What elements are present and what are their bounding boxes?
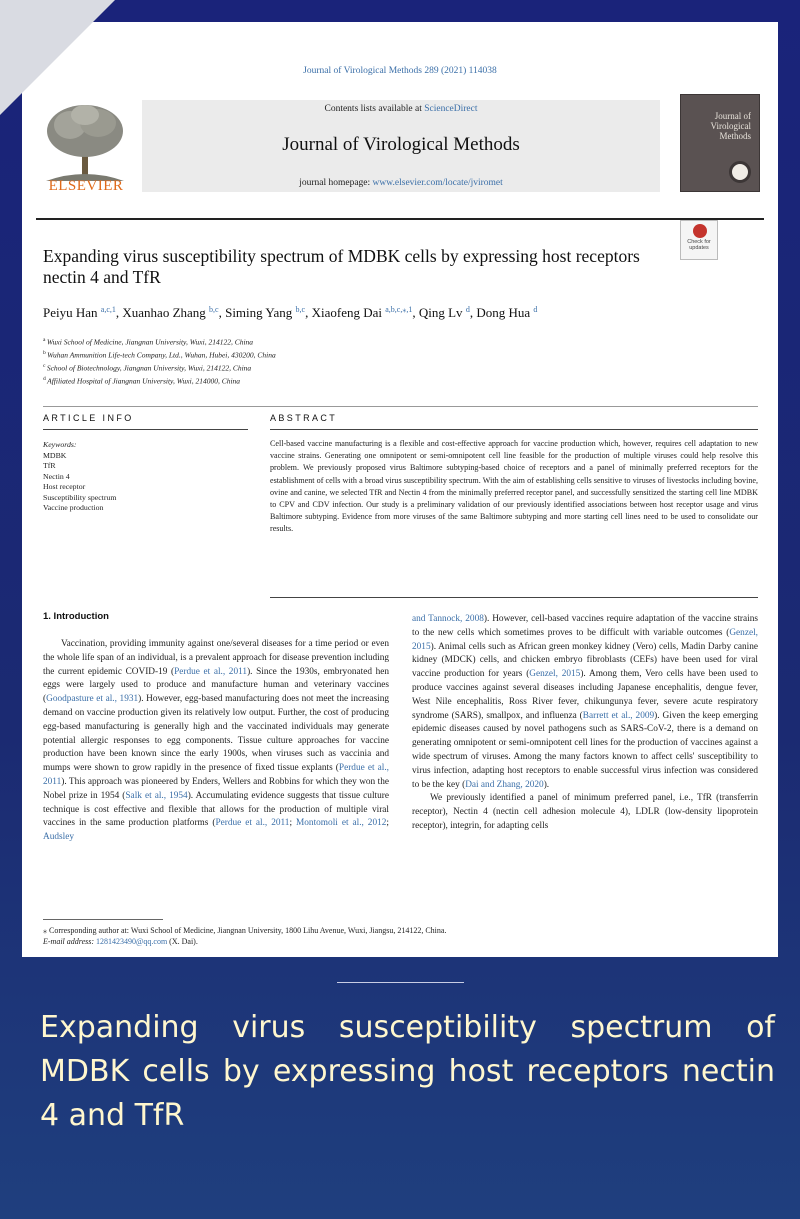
citation-link[interactable]: Barrett et al., 2009 (582, 710, 655, 721)
citation-link[interactable]: Genzel, 2015 (412, 627, 758, 652)
affiliation-mark: a (43, 337, 47, 343)
keywords-list (43, 451, 243, 514)
email-line (43, 936, 743, 947)
header-divider (36, 218, 764, 220)
keyword-item: Vaccine production (43, 503, 104, 512)
footnote-rule (43, 919, 163, 920)
citation-link[interactable]: Audsley (43, 832, 74, 843)
cover-title: Journal of Virological Methods (710, 111, 751, 141)
body-text: ). (543, 779, 550, 790)
article-info-rule (43, 429, 248, 430)
affiliation-text: School of Biotechnology, Jiangnan University, Wuxi, 214122, China (46, 363, 252, 373)
citation-link[interactable]: Genzel, 2015 (529, 669, 581, 680)
affiliation-mark: c (43, 363, 47, 369)
affiliation-text: Wuxi School of Medicine, Jiangnan University, Wuxi, 214122, China (46, 337, 254, 347)
body-text: ). However, egg-based manufacturing does not meet the increasing demand on vaccine production given its relatively low output. Further, the cost of producing egg-based manufacturing is generally high and the vaccinated individuals may generate potential allergic responses to egg components. Tissue culture approaches for vaccine production have been known since the early 1900s, when viruses such as vaccinia and mumps were shown to grow rapidly in the presence of fixed tissue explants ( (43, 694, 389, 774)
check-for-updates-badge[interactable]: Check for updates (680, 220, 718, 260)
body-text: ). Since the 1930s, embryonated hen eggs were largely used to produce and manufacture human and veterinary vaccines ( (43, 666, 390, 705)
keyword-item: MDBK (43, 450, 67, 460)
footnote (43, 925, 743, 947)
author-affiliation-marks[interactable]: a,c,1 (100, 305, 116, 314)
author-affiliation-marks[interactable]: d (533, 305, 538, 314)
author-separator: , (305, 305, 312, 320)
citation-link[interactable]: Goodpasture et al., 1931 (46, 694, 139, 705)
affiliations (43, 335, 643, 387)
author-separator: , (218, 305, 226, 320)
article-info-heading: ARTICLE INFO (43, 413, 134, 423)
caption-divider (337, 982, 464, 983)
citation-link[interactable]: Montomoli et al., 2012 (296, 818, 387, 829)
body-text: ). Accumulating evidence suggests that tissue culture technique is cost effective and flexible that allows for the production of multiple viral vaccines in the same production platforms ( (43, 790, 389, 829)
body-text: ; (289, 818, 297, 829)
introduction-heading: 1. Introduction (43, 611, 109, 622)
author-name[interactable]: Xuanhao Zhang (122, 305, 210, 320)
author-name[interactable]: Siming Yang (225, 305, 296, 320)
keyword-item: Host receptor (43, 482, 86, 491)
affiliation-line (43, 335, 643, 348)
affiliation-text: Affiliated Hospital of Jiangnan University, Wuxi, 214000, China (47, 376, 241, 386)
affiliation-mark: b (43, 350, 48, 356)
section-top-rule (43, 406, 758, 407)
abstract-bottom-rule (270, 597, 758, 598)
body-text: ; (386, 818, 389, 829)
abstract-heading: ABSTRACT (270, 413, 338, 423)
citation-link[interactable]: Dai and Zhang, 2020 (465, 779, 544, 790)
homepage-prefix: journal homepage: (299, 178, 373, 188)
author-affiliation-marks[interactable]: b,c (209, 305, 219, 314)
keyword-item: Susceptibility spectrum (43, 492, 117, 502)
keyword-item: Nectin 4 (43, 471, 70, 481)
article-title: Expanding virus susceptibility spectrum of MDBK cells by expressing host receptors nectin 4 and TfR (43, 246, 640, 287)
homepage-link[interactable]: www.elsevier.com/locate/jviromet (372, 178, 503, 188)
contents-prefix: Contents lists available at (324, 104, 425, 114)
poster-caption: Expanding virus susceptibility spectrum of MDBK cells by expressing host receptors nectin 4 and TfR (40, 1010, 775, 1133)
paper-page (22, 22, 778, 957)
journal-reference[interactable]: Journal of Virological Methods 289 (2021) 114038 (303, 66, 497, 76)
abstract-text: Cell-based vaccine manufacturing is a flexible and cost-effective approach for vaccine production which, however, requires cell adaptation to new vaccine strains. Generating one omnipotent or semi-omnipotent cell line feasible for the production of multiple viruses could help resolve this problem. We previously proposed virus Baltimore subtyping-based choice of receptors and a panel of minimally preferred receptors for the establishment of cells with a broad virus susceptibility spectrum. With the aim of establishing cells sensitive to viruses of livestocks including bovine, ovine and canine, we selected TfR and Nectin 4 from the minimally preferred receptor panel, and successfully sensitized the starting cell line MDBK to CPV and CDV infection. Our study is a preliminary validation of our previously identified associations between host receptor usage and virus Baltimore subtyping. Evidence from more viruses of the same Baltimore subtyping and more starting cell lines need to be used to consolidate our results. (270, 439, 758, 534)
body-text: ). This approach was pioneered by Enders, Wellers and Robbins for which they won the Nobel prize in 1954 ( (43, 776, 389, 801)
body-text: ). Among them, Vero cells have been used to produce vaccines against several diseases including Japanese encephalitis, dengue fever, West Nile encephalitis, Ross River fever, chikungunya fever, severe acute respiratory syndrome (SARS), smallpox, and influenza ( (412, 669, 758, 721)
affiliation-line (43, 361, 643, 374)
affiliation-text: Wuhan Ammunition Life-tech Company, Ltd., Wuhan, Hubei, 430200, China (47, 350, 276, 360)
body-text: Vaccination, providing immunity against one/several diseases for a time period or even the whole life span of an individual, is a prevalent approach for disease prevention including the current epidemic COVID-19 ( (43, 639, 389, 677)
citation-link[interactable]: Perdue et al., 2011 (215, 818, 290, 829)
sciencedirect-link[interactable]: ScienceDirect (424, 104, 478, 114)
citation-link[interactable]: and Tannock, 2008 (412, 614, 484, 624)
author-name[interactable]: Xiaofeng Dai (311, 305, 386, 320)
intro-left-column (43, 638, 389, 845)
keyword-item: TfR (43, 461, 56, 470)
affiliation-line (43, 374, 643, 387)
author-separator: , (469, 305, 477, 320)
author-name[interactable]: Peiyu Han (43, 305, 101, 320)
corresponding-author-note: ⁎ Corresponding author at: Wuxi School of Medicine, Jiangnan University, 1800 Lihu Avenue, Wuxi, Jiangsu, 214122, China. (43, 926, 447, 935)
journal-title: Journal of Virological Methods (282, 134, 520, 155)
author-separator: , (115, 305, 123, 320)
email-label: E-mail address: (43, 937, 97, 946)
publisher-name: ELSEVIER (48, 178, 124, 194)
body-text: ). However, cell-based vaccines require adaptation of the vaccine strains to the new cells which sometimes proves to be difficult with variable outcomes ( (412, 614, 758, 638)
page-curl-corner (0, 0, 115, 115)
citation-link[interactable]: Perdue et al., 2011 (174, 666, 248, 677)
affiliation-line (43, 348, 643, 361)
author-list (43, 305, 743, 321)
contents-line (142, 104, 660, 114)
author-affiliation-marks[interactable]: b,c (295, 305, 306, 314)
author-separator: , (412, 305, 419, 320)
author-affiliation-marks[interactable]: d (465, 305, 470, 314)
keywords-block (43, 440, 243, 514)
intro-paragraph (412, 613, 758, 792)
author-name[interactable]: Dong Hua (476, 305, 534, 320)
intro-paragraph: We previously identified a panel of minimum preferred panel, i.e., TfR (transferrin receptor), Nectin 4 (nectin cell adhesion molecule 4), LDLR (low-density lipoprotein receptor), integrin, for adapting cells (412, 793, 758, 831)
keywords-label: Keywords: (43, 440, 77, 449)
citation-link[interactable]: Salk et al., 1954 (125, 790, 188, 801)
body-text: ). Animal cells such as African green monkey kidney (Vero) cells, Madin Darby canine kidney (MDCK) cells, and chicken embryo fibroblasts (CEFs) have been used for viral vaccine production for years ( (412, 641, 758, 680)
email-suffix: (X. Dai). (167, 937, 198, 946)
journal-cover (680, 94, 760, 192)
author-name[interactable]: Qing Lv (418, 305, 466, 320)
intro-paragraph (43, 638, 389, 845)
cover-emblem-icon (729, 161, 751, 183)
body-text: ). Given the keep emerging epidemic diseases caused by novel pathogens such as SARS-CoV-2, there is a demand on generating omnipotent or semi-omnipotent cell lines for the production of vaccines against a wide spectrum of viruses. Among the many factors known to affect cells' susceptibility to virus infection, adapting host receptors to enable successful virus infection was considered to be the key ( (412, 710, 758, 790)
affiliation-mark: d (43, 376, 48, 382)
abstract-rule (270, 429, 758, 430)
email-link[interactable]: 1281423490@qq.com (96, 937, 168, 946)
citation-link[interactable]: Perdue et al., 2011 (43, 763, 389, 787)
intro-right-column (412, 613, 758, 834)
journal-masthead (142, 100, 660, 192)
author-affiliation-marks[interactable]: a,b,c,⁎,1 (385, 305, 413, 314)
journal-homepage (142, 178, 660, 188)
